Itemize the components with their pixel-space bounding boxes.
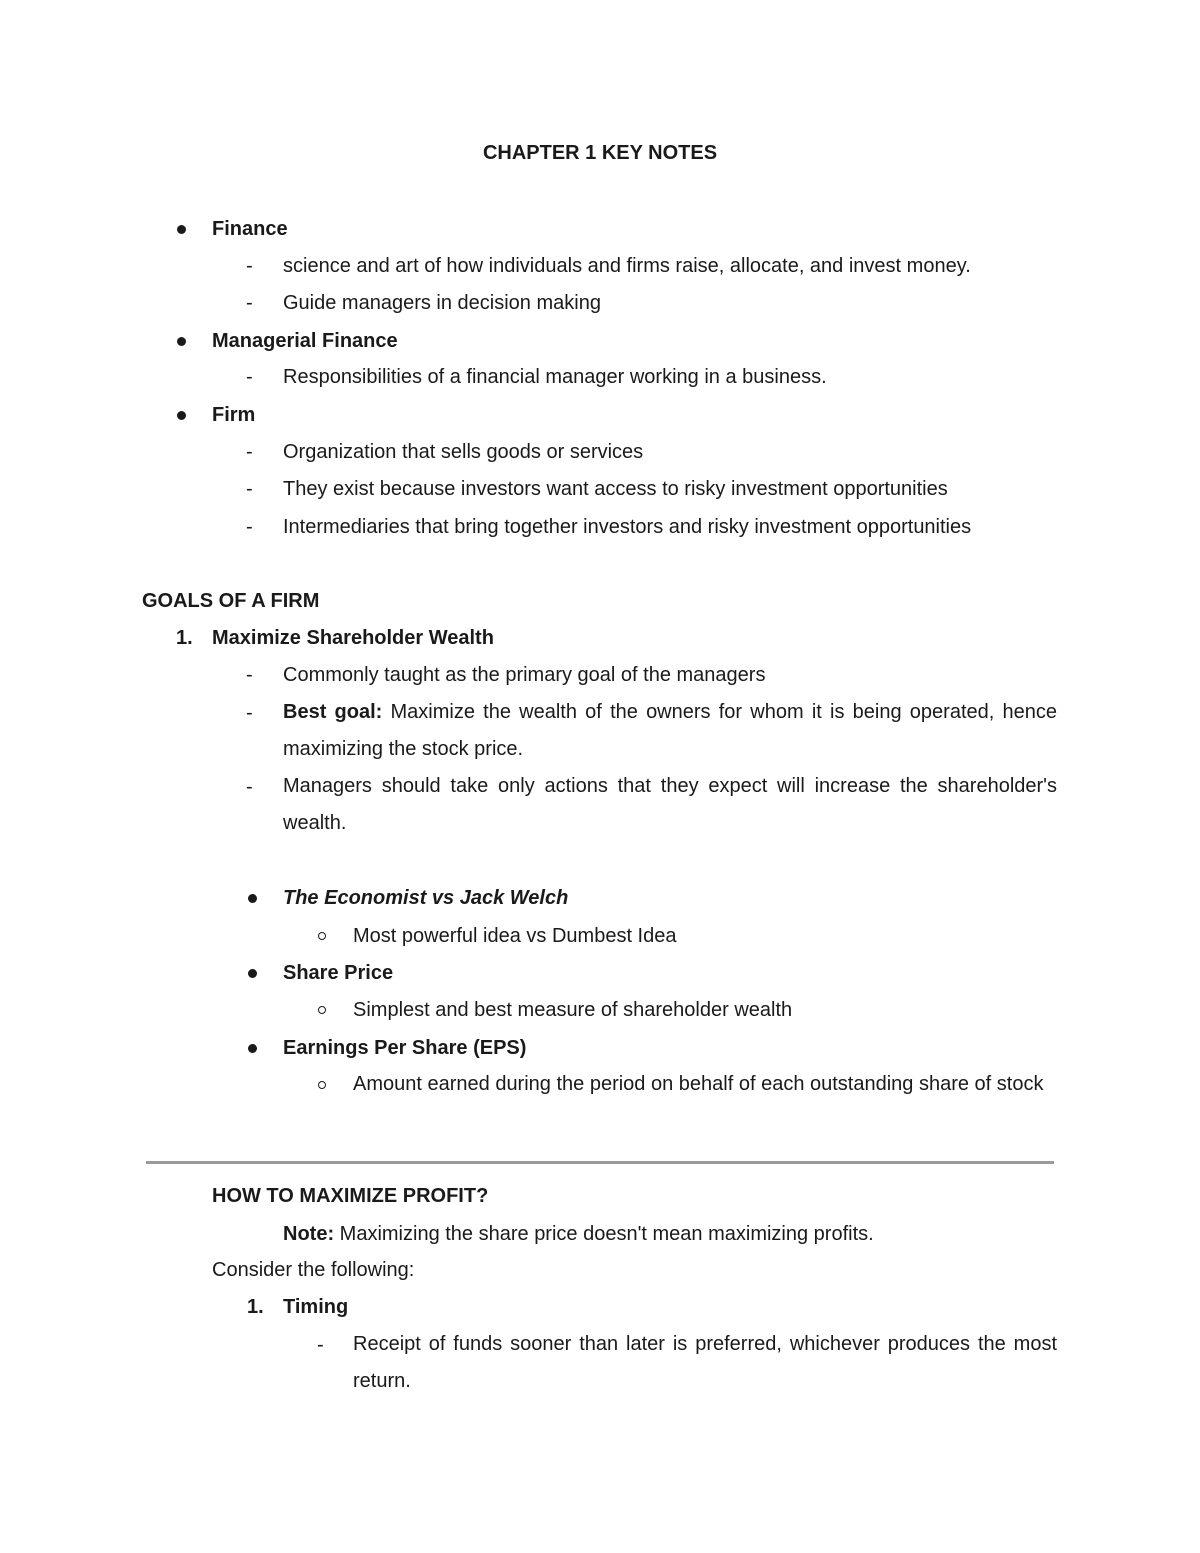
firm-note-3: Intermediaries that bring together investors and risky investment opportunities: [283, 516, 972, 538]
bullet-icon: [248, 1044, 257, 1053]
subtopic-economist: The Economist vs Jack Welch: [283, 887, 569, 909]
bullet-icon: [248, 894, 257, 903]
note-label: Note:: [283, 1223, 335, 1245]
profit-note: [283, 1223, 874, 1246]
goals-heading: GOALS OF A FIRM: [142, 590, 320, 612]
note-text: Maximizing the share price doesn't mean maximizing profits.: [334, 1223, 874, 1245]
dash-marker: -: [246, 702, 253, 724]
profit-item-label: Timing: [283, 1296, 349, 1318]
goal-note-2: [283, 694, 1057, 768]
dash-marker: -: [246, 516, 253, 538]
dash-marker: -: [246, 255, 253, 277]
circle-bullet-icon: [318, 1006, 326, 1014]
managerial-finance-note-1: Responsibilities of a financial manager working in a business.: [283, 366, 827, 388]
page-title: CHAPTER 1 KEY NOTES: [482, 142, 718, 164]
finance-note-1: science and art of how individuals and firms raise, allocate, and invest money.: [283, 255, 971, 277]
goal-number: 1.: [176, 627, 193, 649]
term-managerial-finance: Managerial Finance: [212, 330, 398, 352]
dash-marker: -: [246, 776, 253, 798]
consider-text: Consider the following:: [212, 1259, 415, 1281]
term-firm: Firm: [212, 404, 256, 426]
dash-marker: -: [246, 366, 253, 388]
term-finance: Finance: [212, 218, 288, 240]
bullet-icon: [177, 337, 186, 346]
horizontal-divider: [146, 1161, 1054, 1164]
subtopic-share-price: Share Price: [283, 962, 394, 984]
goal-note-3: Managers should take only actions that they expect will increase the shareholder's wealth.: [283, 775, 1057, 834]
profit-heading: HOW TO MAXIMIZE PROFIT?: [212, 1185, 489, 1207]
dash-marker: -: [246, 478, 253, 500]
circle-bullet-icon: [318, 1081, 326, 1089]
dash-marker: -: [246, 664, 253, 686]
best-goal-text: Maximize the wealth of the owners for whom it is being operated, hence maximizing the stock price.: [283, 701, 1057, 760]
subtopic-economist-note: Most powerful idea vs Dumbest Idea: [353, 925, 677, 947]
firm-note-1: Organization that sells goods or services: [283, 441, 644, 463]
dash-marker: -: [246, 292, 253, 314]
goal-note-1: Commonly taught as the primary goal of the managers: [283, 664, 766, 686]
circle-bullet-icon: [318, 932, 326, 940]
bullet-icon: [177, 225, 186, 234]
firm-note-2: They exist because investors want access to risky investment opportunities: [283, 478, 948, 500]
subtopic-eps: Earnings Per Share (EPS): [283, 1037, 527, 1059]
dash-marker: -: [317, 1334, 324, 1356]
dash-marker: -: [246, 441, 253, 463]
profit-item-number: 1.: [247, 1296, 264, 1318]
subtopic-share-price-note: Simplest and best measure of shareholder wealth: [353, 999, 793, 1021]
timing-note: Receipt of funds sooner than later is preferred, whichever produces the most return.: [353, 1333, 1057, 1392]
subtopic-eps-note: Amount earned during the period on behalf of each outstanding share of stock: [353, 1073, 1044, 1095]
finance-note-2: Guide managers in decision making: [283, 292, 601, 314]
bullet-icon: [177, 411, 186, 420]
goal-label: Maximize Shareholder Wealth: [212, 627, 494, 649]
bullet-icon: [248, 969, 257, 978]
best-goal-label: Best goal:: [283, 701, 383, 723]
